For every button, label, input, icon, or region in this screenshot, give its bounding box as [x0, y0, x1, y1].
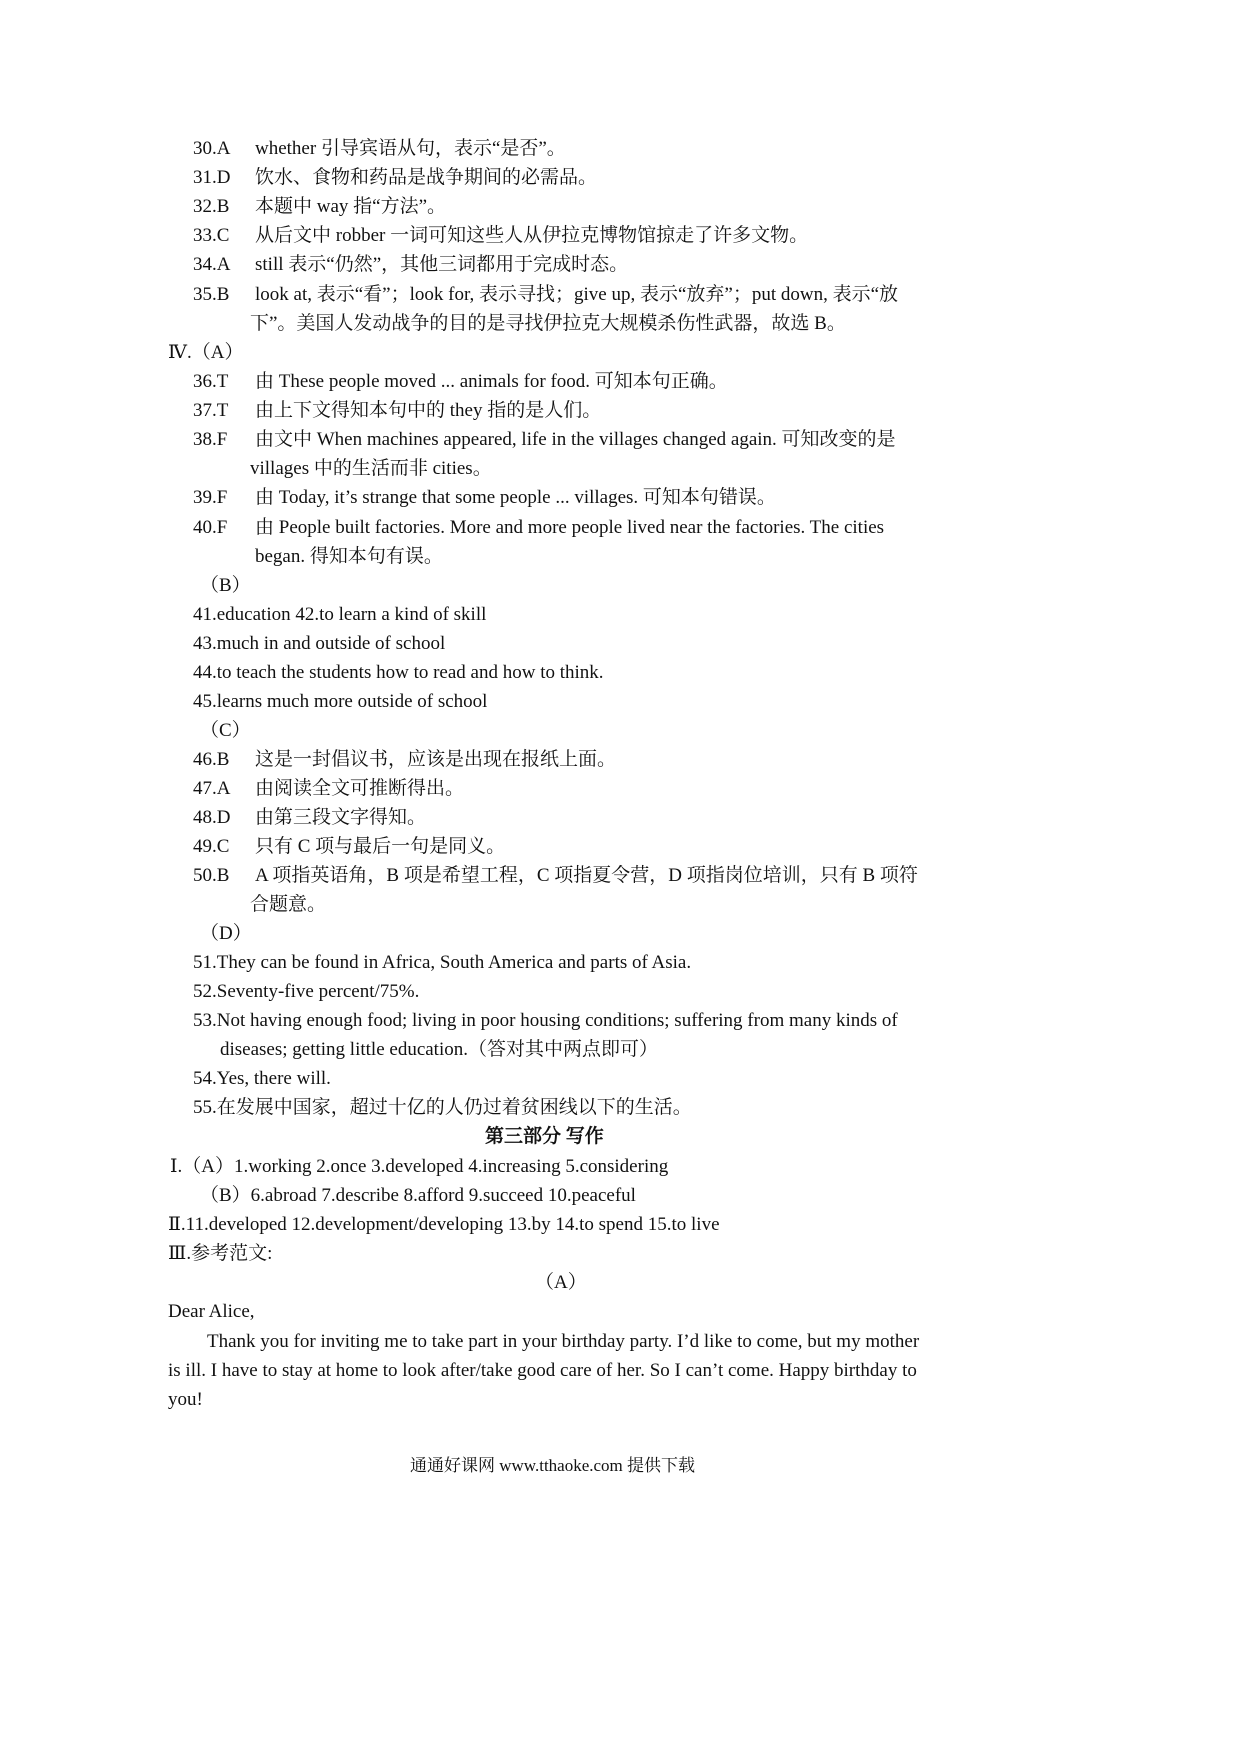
- answer-32: 32.B 本题中 way 指“方法”。: [193, 196, 447, 217]
- answer-35-cont: 下”。美国人发动战争的目的是寻找伊拉克大规模杀伤性武器，故选 B。: [250, 313, 846, 334]
- answer-33: 33.C 从后文中 robber 一词可知这些人从伊拉克博物馆掠走了许多文物。: [193, 225, 809, 246]
- answer-40: 40.F 由 People built factories. More and more people lived near the factories. The cities: [193, 517, 885, 538]
- answer-36: 36.T 由 These people moved ... animals for food. 可知本句正确。: [193, 371, 728, 392]
- answer-45: 45.learns much more outside of school: [193, 691, 488, 712]
- answer-49: 49.C 只有 C 项与最后一句是同义。: [193, 836, 506, 857]
- part3-iii: Ⅲ.参考范文:: [168, 1243, 273, 1264]
- part3-ii: Ⅱ.11.developed 12.development/developing 13.by 14.to spend 15.to live: [168, 1214, 720, 1235]
- answer-38-cont: villages 中的生活而非 cities。: [250, 458, 492, 479]
- section-b-label: （B）: [200, 575, 251, 596]
- letter-line-2: is ill. I have to stay at home to look after/take good care of her. So I can’t come. Happy birthday to: [168, 1360, 917, 1381]
- answer-44: 44.to teach the students how to read and how to think.: [193, 662, 604, 683]
- part3-i-b: （B）6.abroad 7.describe 8.afford 9.succeed 10.peaceful: [200, 1185, 636, 1206]
- answer-37: 37.T 由上下文得知本句中的 they 指的是人们。: [193, 400, 602, 421]
- answer-50: 50.B A 项指英语角，B 项是希望工程，C 项指夏令营，D 项指岗位培训，只有 B 项符: [193, 865, 918, 886]
- answer-41-42: 41.education 42.to learn a kind of skill: [193, 604, 487, 625]
- section-4a-label: Ⅳ.（A）: [168, 342, 244, 363]
- part3-i-a: Ⅰ.（A）1.working 2.once 3.developed 4.increasing 5.considering: [170, 1156, 669, 1177]
- section-d-label: （D）: [200, 923, 252, 944]
- answer-52: 52.Seventy-five percent/75%.: [193, 981, 420, 1002]
- answer-46: 46.B 这是一封倡议书，应该是出现在报纸上面。: [193, 749, 617, 770]
- page-footer: 通通好课网 www.tthaoke.com 提供下载: [410, 1456, 696, 1475]
- answer-38: 38.F 由文中 When machines appeared, life in the villages changed again. 可知改变的是: [193, 429, 896, 450]
- letter-line-1: Thank you for inviting me to take part in your birthday party. I’d like to come, but my mother: [207, 1331, 920, 1352]
- answer-30: 30.A whether 引导宾语从句，表示“是否”。: [193, 138, 566, 159]
- answer-51: 51.They can be found in Africa, South America and parts of Asia.: [193, 952, 692, 973]
- answer-53-cont: diseases; getting little education.（答对其中两点即可）: [220, 1039, 658, 1060]
- answer-54: 54.Yes, there will.: [193, 1068, 331, 1089]
- sample-label: （A）: [535, 1272, 587, 1293]
- letter-greeting: Dear Alice,: [168, 1301, 255, 1322]
- answer-31: 31.D 饮水、食物和药品是战争期间的必需品。: [193, 167, 598, 188]
- answer-50-cont: 合题意。: [250, 894, 327, 915]
- answer-53: 53.Not having enough food; living in poor housing conditions; suffering from many kinds of: [193, 1010, 898, 1031]
- answer-39: 39.F 由 Today, it’s strange that some people ... villages. 可知本句错误。: [193, 487, 776, 508]
- answer-47: 47.A 由阅读全文可推断得出。: [193, 778, 465, 799]
- letter-line-3: you!: [168, 1389, 203, 1410]
- answer-40-cont: began. 得知本句有误。: [255, 546, 443, 567]
- section-c-label: （C）: [200, 720, 251, 741]
- part3-title: 第三部分 写作: [485, 1126, 604, 1147]
- answer-43: 43.much in and outside of school: [193, 633, 446, 654]
- answer-48: 48.D 由第三段文字得知。: [193, 807, 427, 828]
- answer-35: 35.B look at, 表示“看”；look for, 表示寻找；give up, 表示“放弃”；put down, 表示“放: [193, 284, 899, 305]
- answer-34: 34.A still 表示“仍然”，其他三词都用于完成时态。: [193, 254, 629, 275]
- answer-55: 55.在发展中国家，超过十亿的人仍过着贫困线以下的生活。: [193, 1097, 692, 1118]
